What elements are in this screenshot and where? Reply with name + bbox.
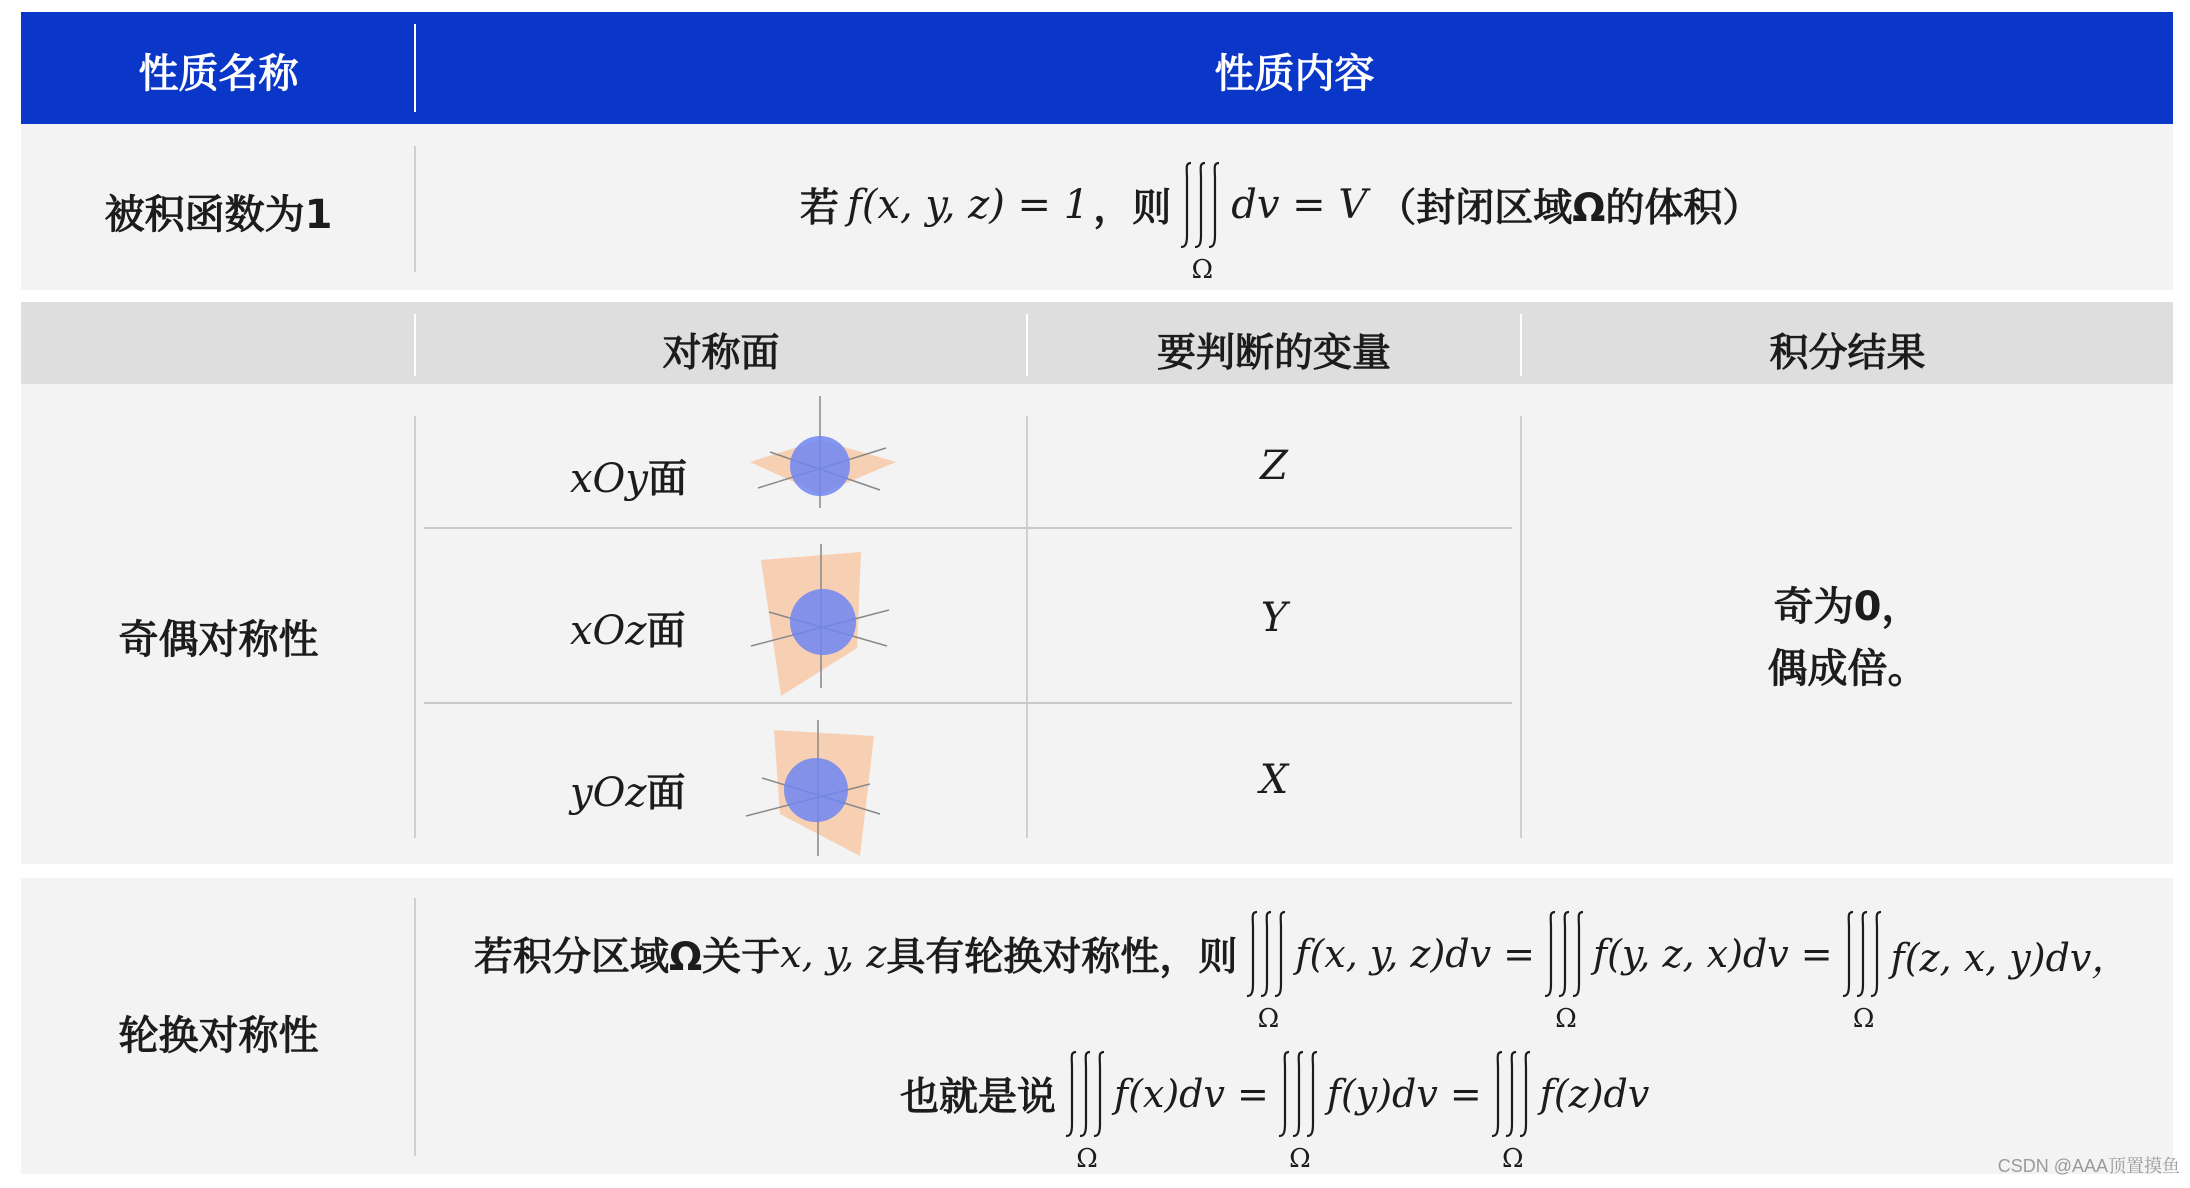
- plane-label-xoy: xOy面: [570, 456, 687, 502]
- row3-line1: 若积分区域Ω关于 x, y, z 具有轮换对称性，则 Ω f(x, y, z)dv = Ω f(y, z, x)dv = Ω f(z, x, y)dv，: [474, 904, 2129, 1004]
- row3-divider: [414, 898, 416, 1156]
- row1-name: 被积函数为1: [104, 192, 333, 238]
- variable-z: Z: [1260, 443, 1288, 489]
- triple-integral-icon: Ω: [1277, 1048, 1323, 1140]
- row2-divider-1: [414, 416, 416, 838]
- xoz-plane-sphere-icon: [745, 540, 895, 700]
- row1-dv-eq: dv = V: [1231, 182, 1368, 228]
- row3-name: 轮换对称性: [118, 1013, 319, 1059]
- triple-integral-icon: Ω: [1841, 908, 1887, 1000]
- row1-note: （封闭区域Ω的体积）: [1377, 186, 1762, 231]
- row2-name: 奇偶对称性: [118, 617, 319, 663]
- subhead-result: 积分结果: [1769, 331, 1926, 376]
- header-property-name: 性质名称: [138, 51, 299, 97]
- variable-y: Y: [1260, 595, 1288, 641]
- parity-result: [1522, 576, 2173, 700]
- row1-ze: ，则: [1093, 186, 1172, 231]
- row2-hline-2: [424, 702, 1512, 704]
- header-property-content: 性质内容: [1214, 51, 1375, 97]
- triple-integral-icon: Ω: [1064, 1048, 1110, 1140]
- triple-integral-icon: Ω: [1543, 908, 1589, 1000]
- row2-hline-1: [424, 527, 1512, 529]
- variable-x: X: [1259, 757, 1289, 803]
- result-odd: 奇为0，: [1773, 584, 1922, 630]
- row1-divider: [414, 146, 416, 272]
- triple-integral-icon: Ω: [1245, 908, 1291, 1000]
- plane-label-yoz: yOz面: [570, 770, 686, 816]
- subhead-plane: 对称面: [662, 331, 780, 376]
- triple-integral-icon: [1179, 159, 1225, 285]
- result-even: 偶成倍。: [1767, 646, 1928, 692]
- watermark: CSDN @AAA顶置摸鱼: [1997, 1156, 2180, 1176]
- yoz-plane-sphere-icon: [740, 716, 890, 866]
- plane-label-xoz: xOz面: [570, 608, 686, 654]
- row1-f-expr: f(x, y, z) = 1: [847, 182, 1090, 228]
- row1-formula: [800, 155, 1762, 285]
- row3-line2: 也就是说 Ω f(x)dv = Ω f(y)dv = Ω f(z)dv: [900, 1044, 1649, 1144]
- subhead-variable: 要判断的变量: [1156, 331, 1391, 376]
- triple-integral-icon: Ω: [1490, 1048, 1536, 1140]
- row1-omega: Ω: [1191, 255, 1213, 285]
- xoy-plane-sphere-icon: [750, 390, 900, 520]
- row1-ruo: 若: [800, 186, 840, 231]
